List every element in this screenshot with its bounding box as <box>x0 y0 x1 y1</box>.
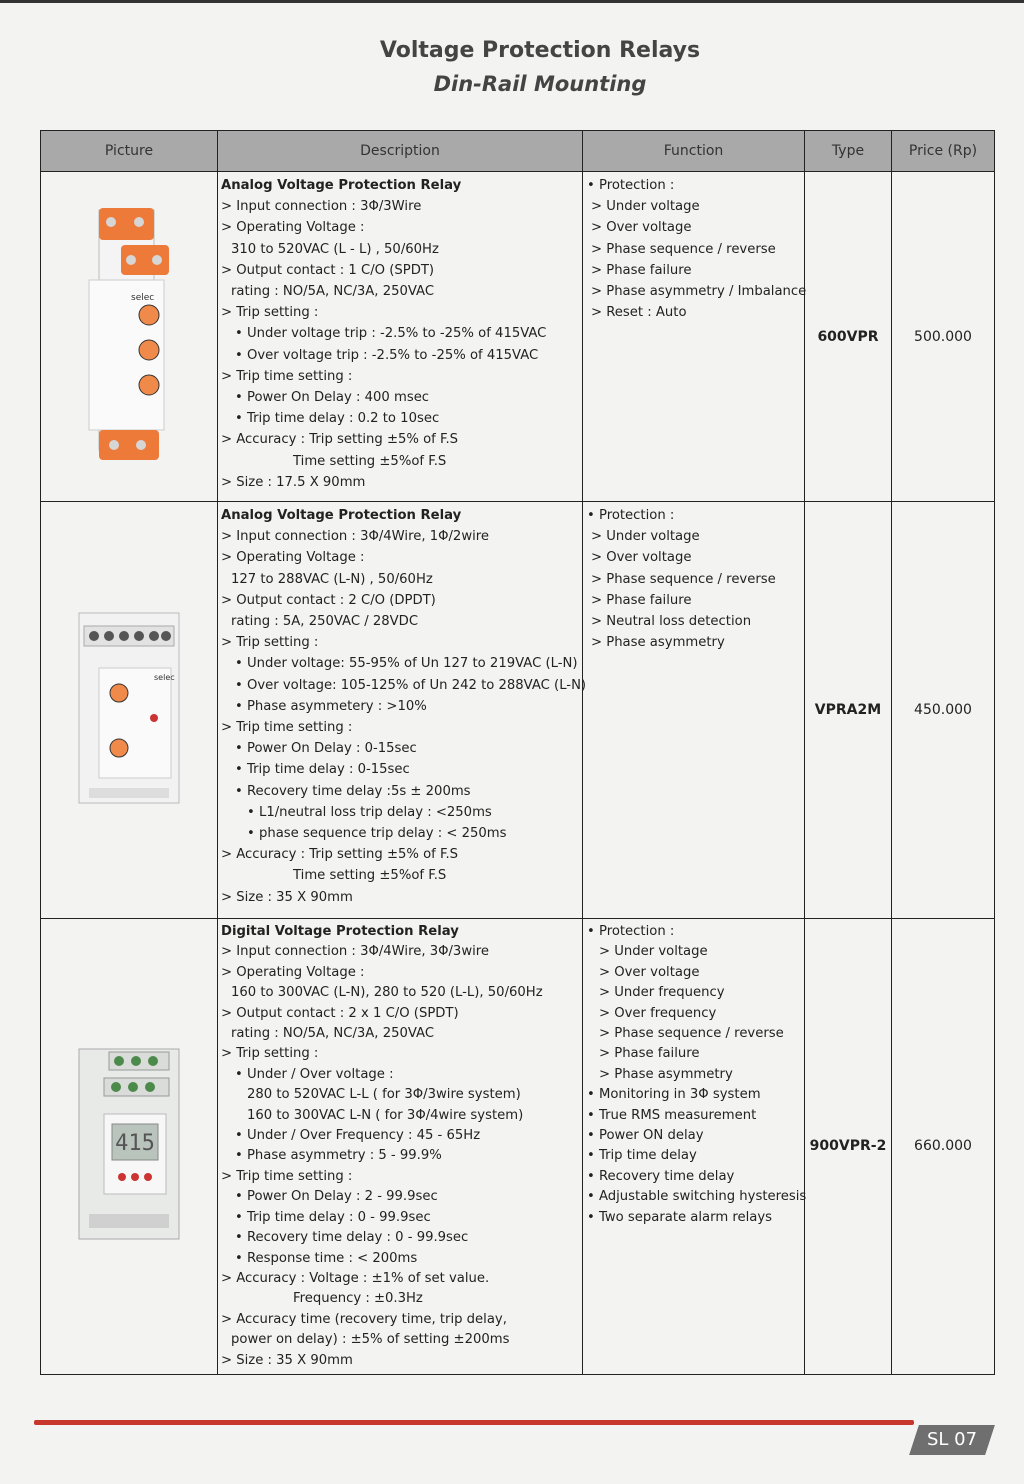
desc-line: • Over voltage: 105-125% of Un 242 to 288VAC (L-N) <box>235 677 587 693</box>
desc-line: • Under / Over Frequency : 45 - 65Hz <box>235 1128 481 1144</box>
price-cell: 450.000 <box>892 502 995 919</box>
func-line: • Monitoring in 3Φ system <box>587 1087 761 1103</box>
desc-line: rating : NO/5A, NC/3A, 250VAC <box>231 284 435 300</box>
func-line: > Over voltage <box>599 964 700 980</box>
desc-line: • Under voltage trip : -2.5% to -25% of 415VAC <box>235 326 547 342</box>
desc-line: 160 to 300VAC L-N ( for 3Φ/4wire system) <box>247 1107 524 1123</box>
desc-line: Frequency : ±0.3Hz <box>293 1291 423 1307</box>
relay-900vpr2-image <box>64 1044 194 1244</box>
desc-line: • Trip time delay : 0.2 to 10sec <box>235 411 440 427</box>
desc-line: • Response time : < 200ms <box>235 1250 418 1266</box>
desc-line: > Trip time setting : <box>221 1168 353 1184</box>
desc-line: > Output contact : 2 x 1 C/O (SPDT) <box>221 1005 459 1021</box>
header-price: Price (Rp) <box>892 131 995 172</box>
func-line: > Under frequency <box>599 985 725 1001</box>
func-line: > Phase sequence / reverse <box>591 571 776 587</box>
desc-line: > Output contact : 1 C/O (SPDT) <box>221 262 435 278</box>
page-title: Voltage Protection Relays <box>379 38 701 63</box>
func-line: > Over voltage <box>591 550 692 566</box>
function-cell <box>583 172 805 502</box>
description-cell <box>218 502 587 919</box>
desc-line: > Size : 35 X 90mm <box>221 889 353 905</box>
desc-line: • phase sequence trip delay : < 250ms <box>247 826 507 842</box>
table-row <box>41 172 995 502</box>
func-line: • Two separate alarm relays <box>587 1209 773 1225</box>
func-line: • Adjustable switching hysteresis <box>587 1189 807 1205</box>
desc-line: > Operating Voltage : <box>221 550 365 566</box>
function-cell <box>583 502 805 919</box>
device-brand-label: selec <box>154 673 175 682</box>
func-line: > Phase failure <box>591 262 692 278</box>
description-cell <box>218 919 583 1375</box>
func-line: > Over frequency <box>599 1005 717 1021</box>
header-type: Type <box>805 131 892 172</box>
func-line: > Phase failure <box>599 1046 700 1062</box>
desc-line: • Recovery time delay :5s ± 200ms <box>235 783 471 799</box>
desc-line: > Operating Voltage : <box>221 964 365 980</box>
desc-line: • Phase asymmetery : >10% <box>235 698 427 714</box>
device-display-readout: 415 <box>115 1131 155 1157</box>
desc-line: • L1/neutral loss trip delay : <250ms <box>247 804 492 820</box>
desc-line: 127 to 288VAC (L-N) , 50/60Hz <box>231 571 433 587</box>
type-cell: VPRA2M <box>805 502 892 919</box>
func-line: > Phase sequence / reverse <box>599 1026 784 1042</box>
footer-accent-line <box>34 1420 914 1425</box>
func-line: • Protection : <box>587 924 675 939</box>
desc-line: > Input connection : 3Φ/3Wire <box>221 199 422 215</box>
price-cell: 660.000 <box>892 919 995 1375</box>
desc-line: > Trip time setting : <box>221 720 353 736</box>
desc-line: > Trip time setting : <box>221 368 353 384</box>
relay-600vpr-image <box>69 200 189 470</box>
table-header-row <box>41 131 995 172</box>
desc-line: power on delay) : ±5% of setting ±200ms <box>231 1332 510 1348</box>
function-cell <box>583 919 805 1375</box>
desc-line: > Size : 17.5 X 90mm <box>221 474 366 490</box>
desc-line: > Size : 35 X 90mm <box>221 1352 353 1368</box>
desc-line: 310 to 520VAC (L - L) , 50/60Hz <box>231 241 439 257</box>
desc-line: • Trip time delay : 0-15sec <box>235 762 410 778</box>
page-number-badge <box>909 1425 995 1455</box>
func-line: • True RMS measurement <box>587 1107 757 1123</box>
func-line: > Phase sequence / reverse <box>591 241 776 257</box>
desc-line: > Accuracy : Trip setting ±5% of F.S <box>221 432 459 448</box>
desc-line: > Accuracy time (recovery time, trip delay, <box>221 1311 507 1327</box>
func-line: > Phase asymmetry / Imbalance <box>591 284 807 300</box>
func-line: > Under voltage <box>591 529 700 545</box>
top-border <box>0 0 1024 3</box>
product-name: Analog Voltage Protection Relay <box>221 178 462 193</box>
func-line: > Under voltage <box>599 944 708 960</box>
product-table <box>40 130 995 1375</box>
desc-line: > Input connection : 3Φ/4Wire, 1Φ/2wire <box>221 529 490 545</box>
table-row <box>41 502 995 919</box>
product-picture <box>41 919 218 1375</box>
desc-line: > Accuracy : Trip setting ±5% of F.S <box>221 847 459 863</box>
func-line: • Protection : <box>587 178 675 193</box>
header-description: Description <box>218 131 583 172</box>
desc-line: • Power On Delay : 0-15sec <box>235 741 417 757</box>
page-number-label: SL 07 <box>926 1429 978 1450</box>
type-cell: 900VPR-2 <box>805 919 892 1375</box>
desc-line: • Over voltage trip : -2.5% to -25% of 415VAC <box>235 347 539 363</box>
desc-line: • Recovery time delay : 0 - 99.9sec <box>235 1230 469 1246</box>
desc-line: > Accuracy : Voltage : ±1% of set value. <box>221 1270 490 1286</box>
device-brand-label: selec <box>131 292 155 303</box>
func-line: > Neutral loss detection <box>591 614 752 630</box>
desc-line: • Phase asymmetry : 5 - 99.9% <box>235 1148 442 1164</box>
func-line: > Phase failure <box>591 592 692 608</box>
page-subtitle: Din-Rail Mounting <box>433 72 647 96</box>
desc-line: rating : NO/5A, NC/3A, 250VAC <box>231 1026 435 1042</box>
product-picture <box>41 502 218 919</box>
desc-line: • Under / Over voltage : <box>235 1066 394 1082</box>
desc-line: > Trip setting : <box>221 635 319 651</box>
func-line: > Under voltage <box>591 199 700 215</box>
desc-line: • Power On Delay : 2 - 99.9sec <box>235 1189 438 1205</box>
desc-line: > Trip setting : <box>221 1046 319 1062</box>
func-line: > Reset : Auto <box>591 305 687 321</box>
desc-line: Time setting ±5%of F.S <box>293 868 447 884</box>
desc-line: > Output contact : 2 C/O (DPDT) <box>221 592 436 608</box>
desc-line: • Under voltage: 55-95% of Un 127 to 219VAC (L-N) <box>235 656 578 672</box>
func-line: • Trip time delay <box>587 1148 697 1164</box>
func-line: • Power ON delay <box>587 1128 704 1144</box>
desc-line: • Trip time delay : 0 - 99.9sec <box>235 1209 431 1225</box>
header-function: Function <box>583 131 805 172</box>
product-picture <box>41 172 218 502</box>
desc-line: rating : 5A, 250VAC / 28VDC <box>231 614 419 630</box>
desc-line: > Input connection : 3Φ/4Wire, 3Φ/3wire <box>221 944 490 960</box>
func-line: • Protection : <box>587 508 675 523</box>
relay-vpra2m-image <box>64 608 194 808</box>
desc-line: 160 to 300VAC (L-N), 280 to 520 (L-L), 50/60Hz <box>231 985 543 1001</box>
desc-line: > Trip setting : <box>221 305 319 321</box>
desc-line: 280 to 520VAC L-L ( for 3Φ/3wire system) <box>247 1087 521 1103</box>
desc-line: Time setting ±5%of F.S <box>293 453 447 469</box>
product-name: Digital Voltage Protection Relay <box>221 924 459 939</box>
table-row <box>41 919 995 1375</box>
product-name: Analog Voltage Protection Relay <box>221 508 462 523</box>
func-line: • Recovery time delay <box>587 1168 735 1184</box>
desc-line: > Operating Voltage : <box>221 220 365 236</box>
func-line: > Phase asymmetry <box>599 1066 733 1082</box>
func-line: > Over voltage <box>591 220 692 236</box>
description-cell <box>218 172 583 502</box>
header-picture: Picture <box>41 131 218 172</box>
func-line: > Phase asymmetry <box>591 635 725 651</box>
type-cell: 600VPR <box>805 172 892 502</box>
desc-line: • Power On Delay : 400 msec <box>235 390 430 406</box>
price-cell: 500.000 <box>892 172 995 502</box>
